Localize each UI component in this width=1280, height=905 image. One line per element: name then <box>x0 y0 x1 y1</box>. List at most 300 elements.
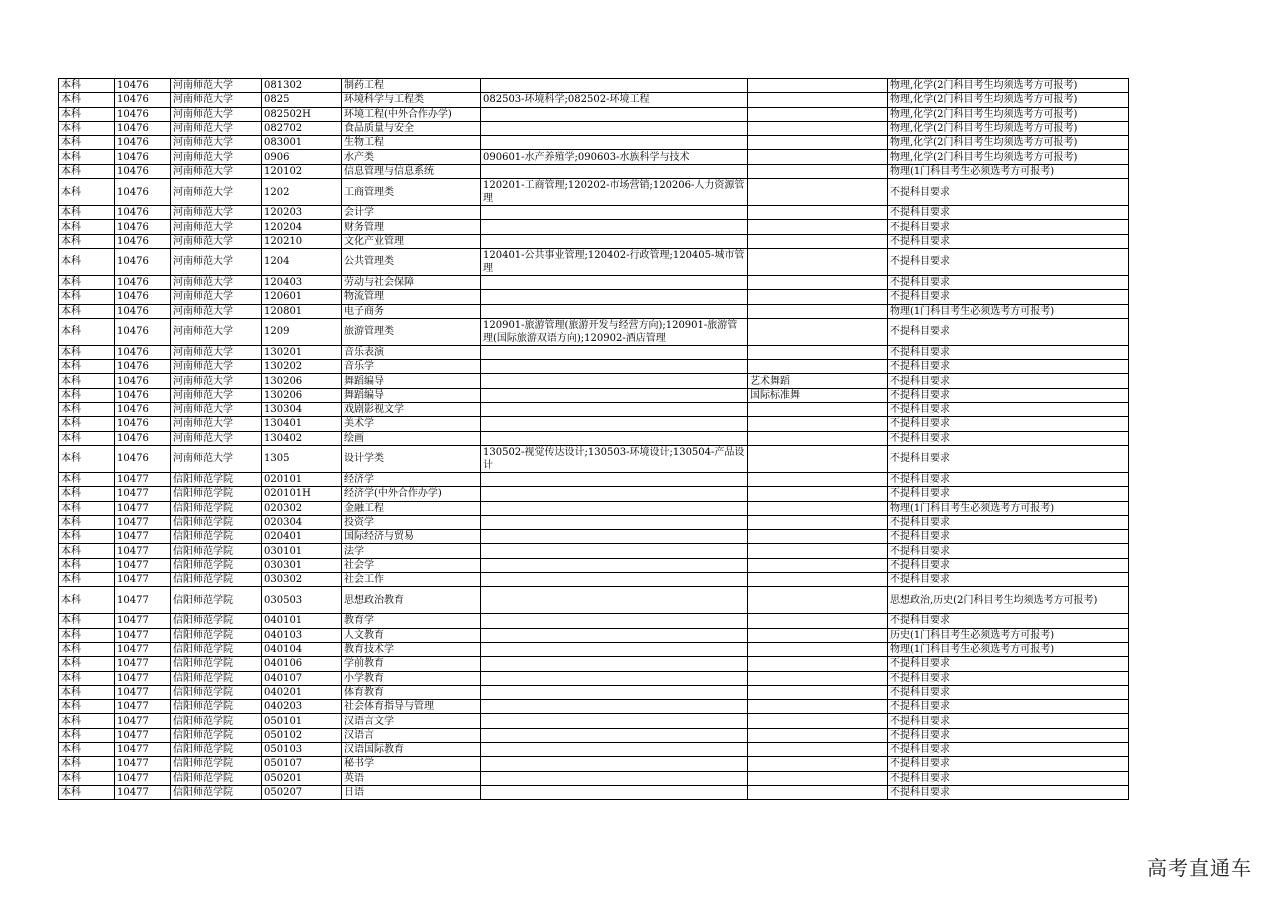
subject-requirement-cell: 不提科目要求 <box>888 179 1129 206</box>
school-name-cell: 信阳师范学院 <box>171 558 262 572</box>
included-majors-cell <box>481 771 748 785</box>
direction-cell <box>748 93 888 107</box>
major-name-cell: 人文教育 <box>342 628 481 642</box>
direction-cell <box>748 700 888 714</box>
major-code-cell: 1209 <box>262 318 342 345</box>
table-row <box>59 290 1129 304</box>
school-name-cell: 河南师范大学 <box>171 388 262 402</box>
included-majors-cell <box>481 657 748 671</box>
table-row <box>59 472 1129 486</box>
school-name-cell: 信阳师范学院 <box>171 728 262 742</box>
direction-cell <box>748 728 888 742</box>
level-cell: 本科 <box>59 417 115 431</box>
table-row <box>59 360 1129 374</box>
major-name-cell: 学前教育 <box>342 657 481 671</box>
major-code-cell: 050207 <box>262 785 342 799</box>
direction-cell <box>748 290 888 304</box>
school-code-cell: 10477 <box>115 587 171 614</box>
school-code-cell: 10476 <box>115 360 171 374</box>
subject-requirement-cell: 不提科目要求 <box>888 472 1129 486</box>
subject-requirement-cell: 不提科目要求 <box>888 544 1129 558</box>
subject-requirement-cell: 不提科目要求 <box>888 685 1129 699</box>
major-name-cell: 工商管理类 <box>342 179 481 206</box>
included-majors-cell <box>481 234 748 248</box>
major-code-cell: 082702 <box>262 121 342 135</box>
included-majors-cell <box>481 587 748 614</box>
school-code-cell: 10476 <box>115 403 171 417</box>
school-code-cell: 10477 <box>115 558 171 572</box>
school-name-cell: 信阳师范学院 <box>171 771 262 785</box>
table-row <box>59 714 1129 728</box>
subject-requirement-cell: 历史(1门科目考生必须选考方可报考) <box>888 628 1129 642</box>
school-code-cell: 10477 <box>115 501 171 515</box>
table-row <box>59 757 1129 771</box>
school-code-cell: 10477 <box>115 487 171 501</box>
direction-cell <box>748 345 888 359</box>
subject-requirement-cell: 不提科目要求 <box>888 206 1129 220</box>
direction-cell <box>748 275 888 289</box>
level-cell: 本科 <box>59 700 115 714</box>
table-row <box>59 164 1129 178</box>
table-row <box>59 558 1129 572</box>
table-row <box>59 121 1129 135</box>
included-majors-cell <box>481 388 748 402</box>
table-row <box>59 628 1129 642</box>
direction-cell <box>748 304 888 318</box>
major-name-cell: 法学 <box>342 544 481 558</box>
major-name-cell: 电子商务 <box>342 304 481 318</box>
table-row <box>59 573 1129 587</box>
major-code-cell: 020304 <box>262 515 342 529</box>
major-name-cell: 劳动与社会保障 <box>342 275 481 289</box>
level-cell: 本科 <box>59 587 115 614</box>
subject-requirement-cell: 不提科目要求 <box>888 771 1129 785</box>
level-cell: 本科 <box>59 431 115 445</box>
table-row <box>59 515 1129 529</box>
table-row <box>59 220 1129 234</box>
major-code-cell: 120203 <box>262 206 342 220</box>
subject-requirement-cell: 物理,化学(2门科目考生均须选考方可报考) <box>888 93 1129 107</box>
table-row <box>59 304 1129 318</box>
included-majors-cell <box>481 671 748 685</box>
major-code-cell: 1204 <box>262 248 342 275</box>
table-row <box>59 685 1129 699</box>
level-cell: 本科 <box>59 275 115 289</box>
major-code-cell: 130202 <box>262 360 342 374</box>
subject-requirement-cell: 不提科目要求 <box>888 487 1129 501</box>
included-majors-cell: 130502-视觉传达设计;130503-环境设计;130504-产品设计 <box>481 445 748 472</box>
school-code-cell: 10476 <box>115 318 171 345</box>
subject-requirement-cell: 不提科目要求 <box>888 275 1129 289</box>
school-name-cell: 河南师范大学 <box>171 107 262 121</box>
level-cell: 本科 <box>59 318 115 345</box>
direction-cell <box>748 785 888 799</box>
school-name-cell: 河南师范大学 <box>171 431 262 445</box>
major-code-cell: 0906 <box>262 150 342 164</box>
included-majors-cell <box>481 614 748 628</box>
direction-cell <box>748 757 888 771</box>
school-name-cell: 信阳师范学院 <box>171 487 262 501</box>
major-code-cell: 020101 <box>262 472 342 486</box>
major-code-cell: 040103 <box>262 628 342 642</box>
school-code-cell: 10477 <box>115 785 171 799</box>
school-code-cell: 10476 <box>115 220 171 234</box>
school-code-cell: 10477 <box>115 614 171 628</box>
school-name-cell: 河南师范大学 <box>171 417 262 431</box>
subject-requirement-cell: 不提科目要求 <box>888 445 1129 472</box>
included-majors-cell <box>481 544 748 558</box>
included-majors-cell <box>481 275 748 289</box>
direction-cell <box>748 431 888 445</box>
included-majors-cell <box>481 685 748 699</box>
included-majors-cell <box>481 573 748 587</box>
major-name-cell: 汉语言 <box>342 728 481 742</box>
included-majors-cell <box>481 345 748 359</box>
school-code-cell: 10476 <box>115 206 171 220</box>
level-cell: 本科 <box>59 757 115 771</box>
major-name-cell: 体育教育 <box>342 685 481 699</box>
level-cell: 本科 <box>59 164 115 178</box>
table-row <box>59 234 1129 248</box>
subject-requirement-cell: 物理,化学(2门科目考生均须选考方可报考) <box>888 136 1129 150</box>
major-code-cell: 040106 <box>262 657 342 671</box>
school-name-cell: 河南师范大学 <box>171 304 262 318</box>
subject-requirement-cell: 物理(1门科目考生必须选考方可报考) <box>888 501 1129 515</box>
subject-requirement-cell: 不提科目要求 <box>888 573 1129 587</box>
direction-cell <box>748 642 888 656</box>
major-code-cell: 130401 <box>262 417 342 431</box>
major-code-cell: 120403 <box>262 275 342 289</box>
school-name-cell: 信阳师范学院 <box>171 685 262 699</box>
major-name-cell: 音乐学 <box>342 360 481 374</box>
direction-cell <box>748 472 888 486</box>
level-cell: 本科 <box>59 374 115 388</box>
school-name-cell: 河南师范大学 <box>171 290 262 304</box>
school-code-cell: 10476 <box>115 107 171 121</box>
table-row <box>59 771 1129 785</box>
major-name-cell: 美术学 <box>342 417 481 431</box>
school-name-cell: 信阳师范学院 <box>171 628 262 642</box>
table-row <box>59 487 1129 501</box>
level-cell: 本科 <box>59 93 115 107</box>
level-cell: 本科 <box>59 472 115 486</box>
table-row <box>59 657 1129 671</box>
subject-requirement-cell: 物理,化学(2门科目考生均须选考方可报考) <box>888 150 1129 164</box>
direction-cell <box>748 79 888 93</box>
major-code-cell: 1305 <box>262 445 342 472</box>
table-row <box>59 403 1129 417</box>
school-name-cell: 信阳师范学院 <box>171 573 262 587</box>
direction-cell <box>748 403 888 417</box>
school-name-cell: 信阳师范学院 <box>171 671 262 685</box>
major-code-cell: 050103 <box>262 742 342 756</box>
major-code-cell: 050102 <box>262 728 342 742</box>
school-name-cell: 河南师范大学 <box>171 93 262 107</box>
major-name-cell: 汉语言文学 <box>342 714 481 728</box>
major-code-cell: 040104 <box>262 642 342 656</box>
school-name-cell: 信阳师范学院 <box>171 785 262 799</box>
school-code-cell: 10476 <box>115 79 171 93</box>
major-code-cell: 040107 <box>262 671 342 685</box>
major-code-cell: 130206 <box>262 388 342 402</box>
table-row <box>59 614 1129 628</box>
included-majors-cell: 120201-工商管理;120202-市场营销;120206-人力资源管理 <box>481 179 748 206</box>
major-code-cell: 030301 <box>262 558 342 572</box>
school-code-cell: 10476 <box>115 374 171 388</box>
major-name-cell: 戏剧影视文学 <box>342 403 481 417</box>
level-cell: 本科 <box>59 304 115 318</box>
major-name-cell: 国际经济与贸易 <box>342 530 481 544</box>
major-name-cell: 小学教育 <box>342 671 481 685</box>
direction-cell <box>748 487 888 501</box>
major-code-cell: 083001 <box>262 136 342 150</box>
direction-cell <box>748 248 888 275</box>
direction-cell <box>748 220 888 234</box>
major-name-cell: 教育学 <box>342 614 481 628</box>
level-cell: 本科 <box>59 121 115 135</box>
major-code-cell: 120801 <box>262 304 342 318</box>
level-cell: 本科 <box>59 785 115 799</box>
subject-requirement-cell: 不提科目要求 <box>888 700 1129 714</box>
school-code-cell: 10477 <box>115 573 171 587</box>
enrollment-table <box>58 78 1129 800</box>
major-name-cell: 文化产业管理 <box>342 234 481 248</box>
school-code-cell: 10476 <box>115 290 171 304</box>
major-name-cell: 物流管理 <box>342 290 481 304</box>
major-name-cell: 环境科学与工程类 <box>342 93 481 107</box>
included-majors-cell <box>481 742 748 756</box>
school-name-cell: 河南师范大学 <box>171 275 262 289</box>
included-majors-cell <box>481 431 748 445</box>
major-name-cell: 绘画 <box>342 431 481 445</box>
school-name-cell: 信阳师范学院 <box>171 757 262 771</box>
direction-cell <box>748 234 888 248</box>
included-majors-cell <box>481 487 748 501</box>
direction-cell <box>748 558 888 572</box>
direction-cell <box>748 515 888 529</box>
included-majors-cell <box>481 290 748 304</box>
direction-cell <box>748 150 888 164</box>
table-row <box>59 150 1129 164</box>
table-row <box>59 345 1129 359</box>
school-code-cell: 10476 <box>115 234 171 248</box>
level-cell: 本科 <box>59 150 115 164</box>
level-cell: 本科 <box>59 248 115 275</box>
direction-cell <box>748 685 888 699</box>
school-name-cell: 河南师范大学 <box>171 164 262 178</box>
school-name-cell: 信阳师范学院 <box>171 614 262 628</box>
major-name-cell: 经济学(中外合作办学) <box>342 487 481 501</box>
school-code-cell: 10476 <box>115 431 171 445</box>
direction-cell <box>748 501 888 515</box>
direction-cell <box>748 671 888 685</box>
major-code-cell: 040101 <box>262 614 342 628</box>
included-majors-cell: 120401-公共事业管理;120402-行政管理;120405-城市管理 <box>481 248 748 275</box>
included-majors-cell <box>481 472 748 486</box>
included-majors-cell <box>481 206 748 220</box>
subject-requirement-cell: 不提科目要求 <box>888 360 1129 374</box>
level-cell: 本科 <box>59 714 115 728</box>
school-code-cell: 10477 <box>115 515 171 529</box>
direction-cell <box>748 445 888 472</box>
included-majors-cell <box>481 501 748 515</box>
school-code-cell: 10476 <box>115 179 171 206</box>
school-name-cell: 河南师范大学 <box>171 121 262 135</box>
table-row <box>59 136 1129 150</box>
included-majors-cell <box>481 79 748 93</box>
school-name-cell: 河南师范大学 <box>171 234 262 248</box>
direction-cell <box>748 771 888 785</box>
level-cell: 本科 <box>59 573 115 587</box>
level-cell: 本科 <box>59 290 115 304</box>
subject-requirement-cell: 不提科目要求 <box>888 417 1129 431</box>
table-row <box>59 728 1129 742</box>
included-majors-cell <box>481 164 748 178</box>
school-name-cell: 河南师范大学 <box>171 248 262 275</box>
subject-requirement-cell: 不提科目要求 <box>888 248 1129 275</box>
table-body <box>59 79 1129 800</box>
school-code-cell: 10477 <box>115 642 171 656</box>
major-code-cell: 030302 <box>262 573 342 587</box>
table-row <box>59 700 1129 714</box>
direction-cell <box>748 136 888 150</box>
level-cell: 本科 <box>59 771 115 785</box>
major-name-cell: 信息管理与信息系统 <box>342 164 481 178</box>
included-majors-cell <box>481 304 748 318</box>
table-row <box>59 642 1129 656</box>
included-majors-cell: 120901-旅游管理(旅游开发与经营方向);120901-旅游管理(国际旅游双语方向);120902-酒店管理 <box>481 318 748 345</box>
included-majors-cell <box>481 558 748 572</box>
major-name-cell: 社会体育指导与管理 <box>342 700 481 714</box>
school-code-cell: 10476 <box>115 388 171 402</box>
included-majors-cell <box>481 417 748 431</box>
included-majors-cell <box>481 220 748 234</box>
subject-requirement-cell: 不提科目要求 <box>888 290 1129 304</box>
school-name-cell: 河南师范大学 <box>171 360 262 374</box>
school-name-cell: 河南师范大学 <box>171 220 262 234</box>
level-cell: 本科 <box>59 79 115 93</box>
subject-requirement-cell: 不提科目要求 <box>888 234 1129 248</box>
major-code-cell: 120204 <box>262 220 342 234</box>
included-majors-cell <box>481 136 748 150</box>
direction-cell: 国际标准舞 <box>748 388 888 402</box>
major-code-cell: 0825 <box>262 93 342 107</box>
table-row <box>59 530 1129 544</box>
direction-cell <box>748 164 888 178</box>
major-name-cell: 教育技术学 <box>342 642 481 656</box>
level-cell: 本科 <box>59 501 115 515</box>
level-cell: 本科 <box>59 728 115 742</box>
direction-cell <box>748 417 888 431</box>
table-row <box>59 431 1129 445</box>
major-code-cell: 120210 <box>262 234 342 248</box>
school-name-cell: 信阳师范学院 <box>171 700 262 714</box>
school-name-cell: 河南师范大学 <box>171 374 262 388</box>
table-row <box>59 417 1129 431</box>
major-code-cell: 082502H <box>262 107 342 121</box>
school-code-cell: 10477 <box>115 714 171 728</box>
included-majors-cell <box>481 700 748 714</box>
included-majors-cell <box>481 121 748 135</box>
direction-cell <box>748 179 888 206</box>
included-majors-cell <box>481 642 748 656</box>
included-majors-cell: 090601-水产养殖学;090603-水族科学与技术 <box>481 150 748 164</box>
major-code-cell: 040203 <box>262 700 342 714</box>
major-code-cell: 130304 <box>262 403 342 417</box>
table-row <box>59 206 1129 220</box>
table-row <box>59 742 1129 756</box>
level-cell: 本科 <box>59 179 115 206</box>
direction-cell <box>748 360 888 374</box>
school-code-cell: 10476 <box>115 136 171 150</box>
major-name-cell: 秘书学 <box>342 757 481 771</box>
school-code-cell: 10476 <box>115 248 171 275</box>
table-row <box>59 388 1129 402</box>
school-code-cell: 10477 <box>115 671 171 685</box>
school-name-cell: 信阳师范学院 <box>171 642 262 656</box>
included-majors-cell <box>481 107 748 121</box>
level-cell: 本科 <box>59 360 115 374</box>
school-code-cell: 10477 <box>115 530 171 544</box>
level-cell: 本科 <box>59 628 115 642</box>
major-name-cell: 制药工程 <box>342 79 481 93</box>
table-row <box>59 318 1129 345</box>
school-name-cell: 信阳师范学院 <box>171 501 262 515</box>
table-row <box>59 501 1129 515</box>
level-cell: 本科 <box>59 445 115 472</box>
table-row <box>59 544 1129 558</box>
school-name-cell: 信阳师范学院 <box>171 472 262 486</box>
level-cell: 本科 <box>59 671 115 685</box>
major-name-cell: 经济学 <box>342 472 481 486</box>
level-cell: 本科 <box>59 530 115 544</box>
major-code-cell: 120601 <box>262 290 342 304</box>
major-name-cell: 公共管理类 <box>342 248 481 275</box>
school-code-cell: 10476 <box>115 345 171 359</box>
watermark-text: 高考直通车 <box>1147 856 1252 880</box>
major-name-cell: 水产类 <box>342 150 481 164</box>
direction-cell: 艺术舞蹈 <box>748 374 888 388</box>
major-name-cell: 社会学 <box>342 558 481 572</box>
subject-requirement-cell: 不提科目要求 <box>888 558 1129 572</box>
major-name-cell: 设计学类 <box>342 445 481 472</box>
direction-cell <box>748 714 888 728</box>
subject-requirement-cell: 物理(1门科目考生必须选考方可报考) <box>888 642 1129 656</box>
table-row <box>59 587 1129 614</box>
subject-requirement-cell: 物理,化学(2门科目考生均须选考方可报考) <box>888 79 1129 93</box>
school-code-cell: 10477 <box>115 472 171 486</box>
major-name-cell: 音乐表演 <box>342 345 481 359</box>
subject-requirement-cell: 思想政治,历史(2门科目考生均须选考方可报考) <box>888 587 1129 614</box>
school-code-cell: 10477 <box>115 757 171 771</box>
included-majors-cell <box>481 360 748 374</box>
major-name-cell: 日语 <box>342 785 481 799</box>
major-code-cell: 130402 <box>262 431 342 445</box>
subject-requirement-cell: 不提科目要求 <box>888 728 1129 742</box>
subject-requirement-cell: 不提科目要求 <box>888 742 1129 756</box>
direction-cell <box>748 544 888 558</box>
table-row <box>59 179 1129 206</box>
school-code-cell: 10477 <box>115 544 171 558</box>
major-name-cell: 投资学 <box>342 515 481 529</box>
included-majors-cell: 082503-环境科学;082502-环境工程 <box>481 93 748 107</box>
direction-cell <box>748 121 888 135</box>
level-cell: 本科 <box>59 220 115 234</box>
level-cell: 本科 <box>59 515 115 529</box>
included-majors-cell <box>481 785 748 799</box>
major-name-cell: 金融工程 <box>342 501 481 515</box>
direction-cell <box>748 614 888 628</box>
